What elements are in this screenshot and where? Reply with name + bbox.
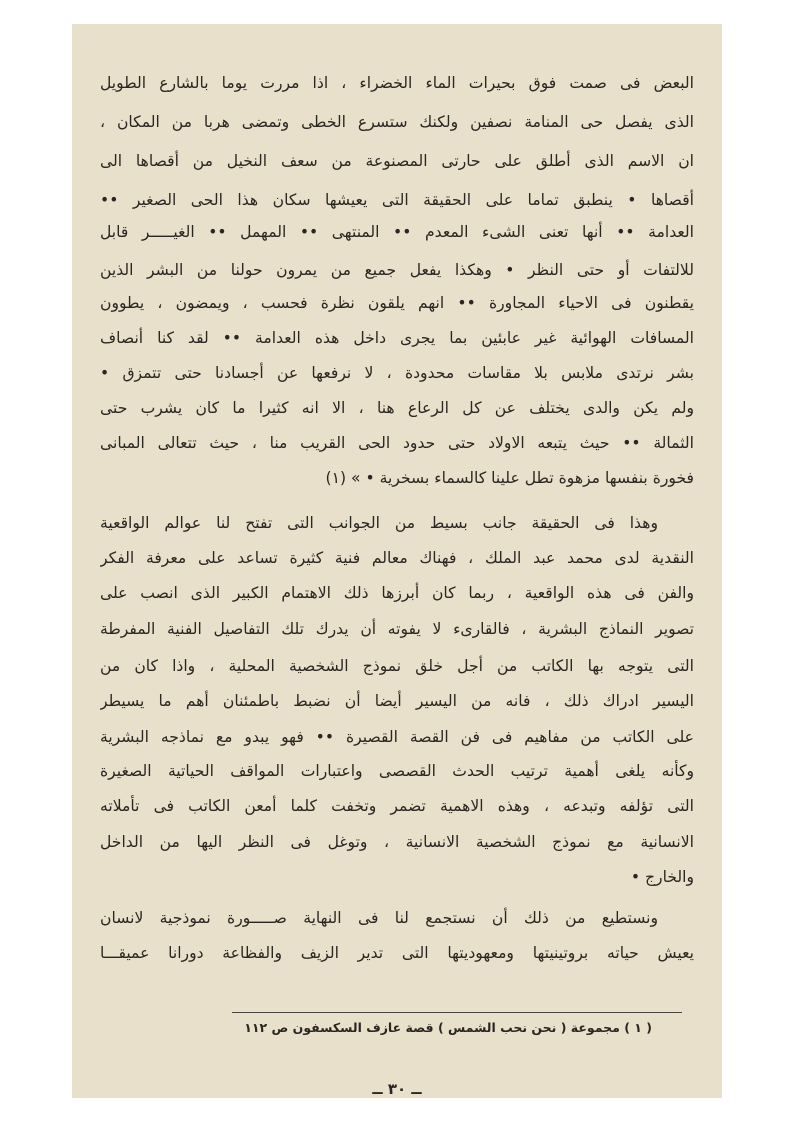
text-line: والخارج •: [630, 868, 694, 886]
text-line: الانسانية مع نموذج الشخصية الانسانية ، وتوغل فى النظر اليها من الداخل: [100, 833, 694, 851]
text-line: ونستطيع من ذلك أن نستجمع لنا فى النهاية صـــــورة نموذجية لانسان: [100, 909, 658, 927]
text-line: البعض فى صمت فوق بحيرات الماء الخضراء ، اذا مررت يوما بالشارع الطويل: [100, 74, 694, 92]
text-line: بشر نرتدى ملابس بلا مقاسات محدودة ، لا نرفعها عن أجسادنا حتى تتمزق •: [100, 364, 694, 382]
text-line: الذى يفصل حى المنامة نصفين ولكنك ستسرع الخطى وتمضى هربا من المكان ،: [100, 113, 694, 131]
text-line: التى تؤلفه وتبدعه ، وهذه الاهمية تضمر وتخفت كلما أمعن الكاتب فى تأملاته: [100, 797, 694, 815]
footnote-divider: [232, 1012, 682, 1013]
text-line: والفن فى هذه الواقعية ، ربما كان أبرزها ذلك الاهتمام الكبير الذى انصب على: [100, 584, 694, 602]
text-line: المسافات الهوائية غير عابئين بما يجرى داخل هذه العدامة •• لقد كنا أنصاف: [100, 329, 694, 347]
text-line: فخورة بنفسها مزهوة تطل علينا كالسماء بسخرية • » (١): [325, 469, 694, 487]
footnote: ( ١ ) مجموعة ( نحن نحب الشمس ) قصة عازف السكسفون ص ١١٢: [244, 1020, 652, 1035]
text-line: ولم يكن والدى يختلف عن كل الرعاع هنا ، الا انه كثيرا ما كان يشرب حتى: [100, 399, 694, 417]
text-line: على الكاتب من مفاهيم فى فن القصة القصيرة •• فهو يبدو مع نماذجه البشرية: [100, 728, 694, 746]
text-line: يعيش حياته بروتينيتها ومعهوديتها التى تدير الزيف والفظاعة دورانا عميقـــا: [100, 944, 694, 962]
text-line: النقدية لدى محمد عبد الملك ، فهناك معالم فنية كثيرة تساعد على معرفة الفكر: [100, 549, 694, 567]
text-line: أقصاها • ينطبق تماما على الحقيقة التى يعيشها سكان هذا الحى الصغير ••: [100, 191, 694, 209]
text-line: تصوير النماذج البشرية ، فالقارىء لا يفوته أن يدرك تلك التفاصيل الفنية المفرطة: [100, 620, 694, 638]
text-line: للالتفات أو حتى النظر • وهكذا يفعل جميع من يمرون حولنا من البشر الذين: [100, 261, 694, 279]
text-line: وهذا فى الحقيقة جانب بسيط من الجوانب التى تفتح لنا عوالم الواقعية: [100, 514, 658, 532]
book-page: [72, 24, 722, 1098]
text-line: التى يتوجه بها الكاتب من أجل خلق نموذج الشخصية المحلية ، واذا كان من: [100, 657, 694, 675]
text-line: يقطنون فى الاحياء المجاورة •• انهم يلقون نظرة فحسب ، ويمضون ، يطوون: [100, 294, 694, 312]
text-line: وكأنه يلغى أهمية ترتيب الحدث القصصى واعتبارات المواقف الحياتية الصغيرة: [100, 762, 694, 780]
text-line: العدامة •• أنها تعنى الشىء المعدم •• المنتهى •• المهمل •• الغيـــــر قابل: [100, 223, 694, 241]
text-line: الثمالة •• حيث يتبعه الاولاد حتى حدود الحى القريب منا ، حيث تتعالى المبانى: [100, 434, 694, 452]
text-line: ان الاسم الذى أطلق على حارتى المصنوعة من سعف النخيل من أقصاها الى: [100, 152, 694, 170]
page-number: ــ ٣٠ ــ: [372, 1080, 422, 1098]
text-line: اليسير ادراك ذلك ، فانه من اليسير أيضا أن نضبط باطمئنان أهم ما يسيطر: [100, 692, 694, 710]
